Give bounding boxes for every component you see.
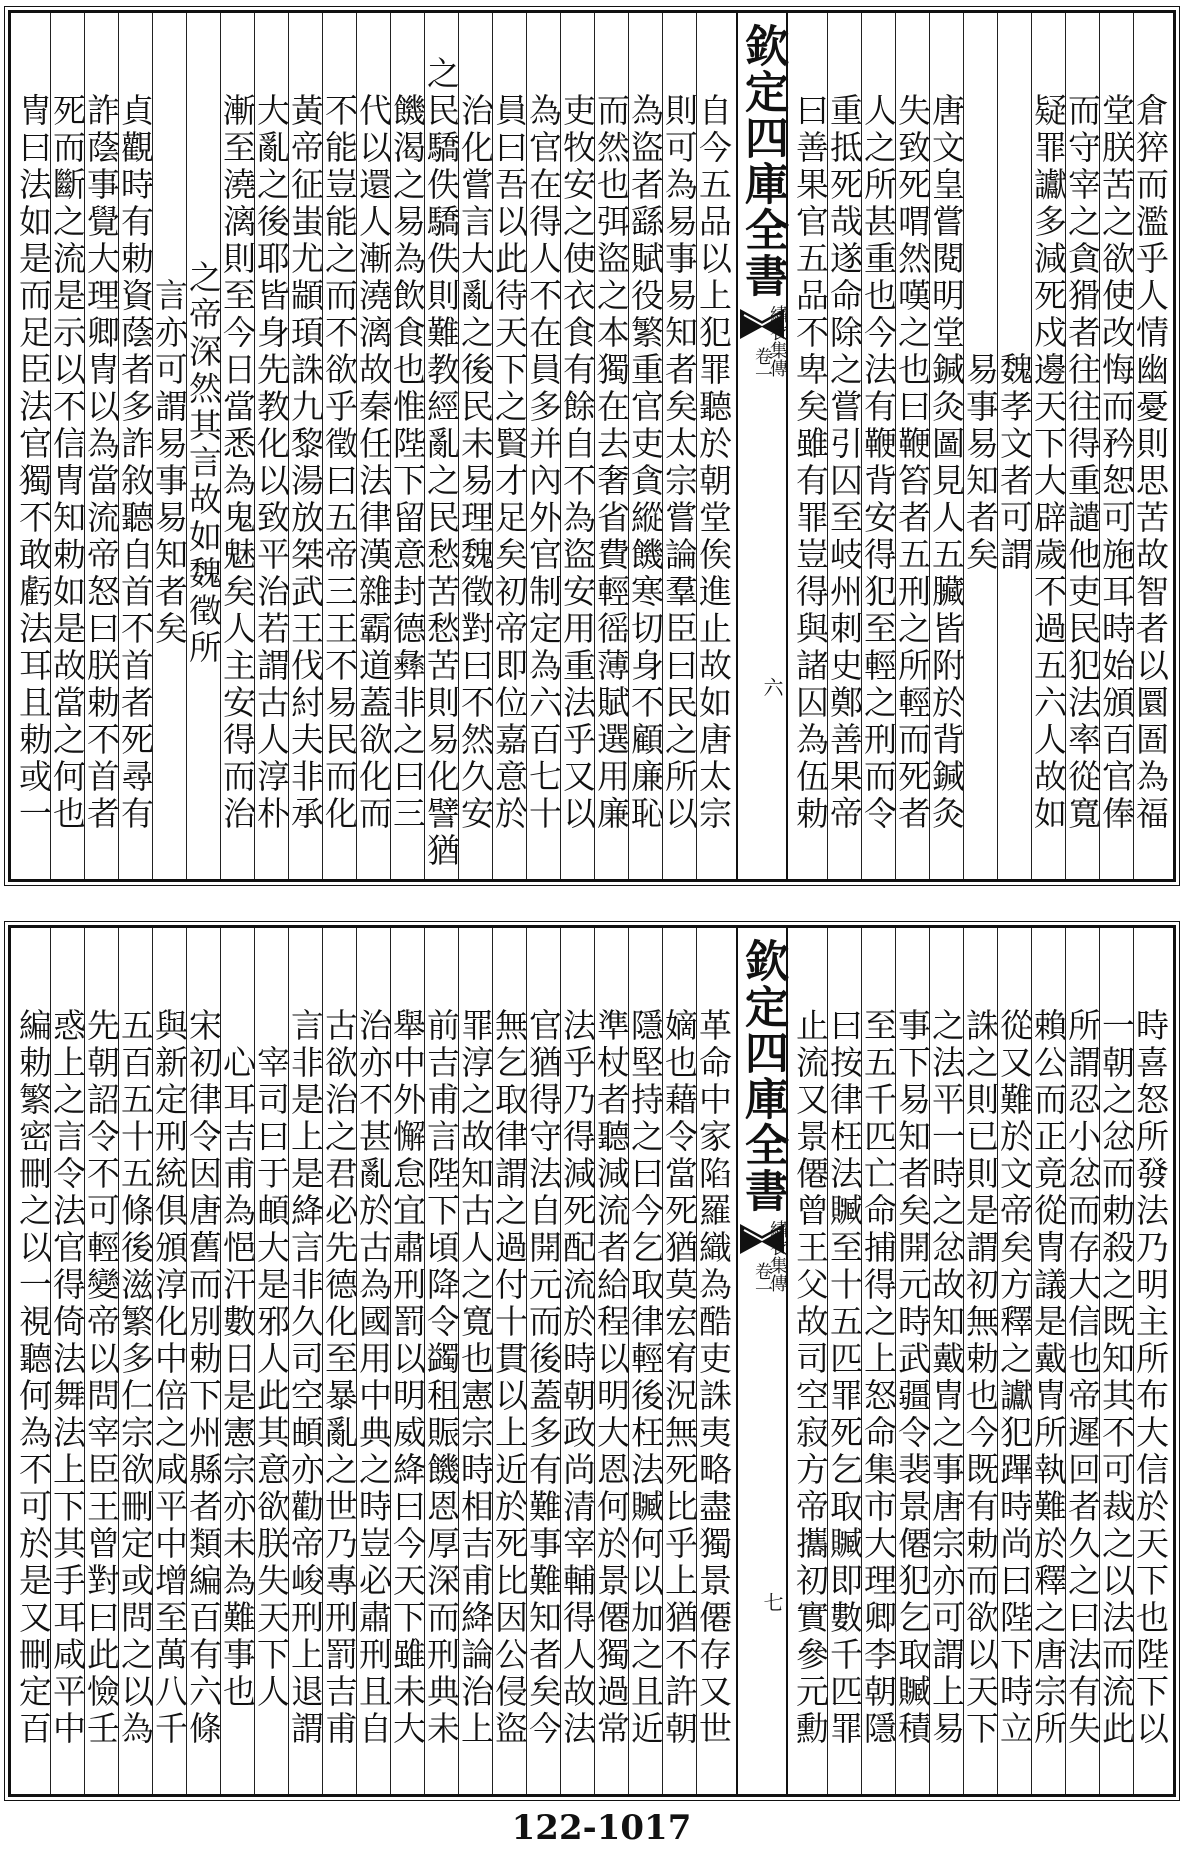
center-fold	[736, 928, 788, 1794]
text-column: 而守宰之貪猾者往往得重譴他吏民犯法率從寬	[1065, 13, 1099, 879]
left-half-page	[11, 928, 736, 1794]
text-column: 賴公而正竟從冑議是戴冑所執難於釋之唐宗所	[1031, 928, 1065, 1794]
text-column: 漸至澆漓則至今日當悉為鬼魅矣人主安得而治	[220, 13, 254, 879]
right-half-page	[788, 928, 1173, 1794]
text-column: 詐蔭事覺大理卿冑以為當流帝怒曰朕勅不首者	[84, 13, 118, 879]
text-column: 宰司曰于頔大是邪人此其意欲朕失天下人	[254, 928, 288, 1794]
text-column: 人之所甚重也今法有鞭背安得犯至輕之刑而令	[861, 13, 895, 879]
text-column: 重抵死哉遂命除之嘗引囚至岐州刺史鄭善果帝	[827, 13, 861, 879]
text-column: 自今五品以上犯罪聽於朝堂俟進止故如唐太宗	[696, 13, 730, 879]
text-column: 魏孝文者可謂	[997, 13, 1031, 879]
text-column: 為官在得人不在員多并內外官制定為六百七十	[526, 13, 560, 879]
text-column: 倉猝而濫乎人情幽憂則思苦故智者以圜圄為福	[1133, 13, 1167, 879]
text-column: 不能豈能之而不欲乎徵曰五帝三王不易民而化	[322, 13, 356, 879]
text-column: 代以還人漸澆漓故秦任法律漢雜霸道蓋欲化而	[356, 13, 390, 879]
book-title: 繡衣集傳	[767, 1220, 788, 1292]
text-column: 惑上之言令法官得倚法舞法上下其手耳咸平中	[50, 928, 84, 1794]
text-column: 革命中家陷羅織為酷吏誅夷略盡獨景僊存又世	[696, 928, 730, 1794]
text-column: 從又難於文帝矣方釋之讞犯蹕時尚曰陛下時立	[997, 928, 1031, 1794]
text-column: 法乎乃得減死配流於時朝政尚清宰輔得人故法	[560, 928, 594, 1794]
text-column: 治化嘗言大亂之後民未易理魏徵對曰不然久安	[458, 13, 492, 879]
text-column: 而然也弭盜之本獨在去奢省費輕徭薄賦選用廉	[594, 13, 628, 879]
right-half-page	[788, 13, 1173, 879]
text-column: 大亂之後耶皆身先教化以致平治若謂古人淳朴	[254, 13, 288, 879]
text-column: 為盜者繇賦役繁重官吏貪縱饑寒切身不顧廉恥	[628, 13, 662, 879]
folio-number: 六	[760, 677, 784, 697]
text-column: 易事易知者矣	[963, 13, 997, 879]
text-column: 無乞取律謂之過付十貫以上近於死比因公侵盜	[492, 928, 526, 1794]
text-column: 之帝深然其言故如魏徵所	[186, 13, 220, 879]
text-column: 治亦不甚亂於古為國用中典之時豈必肅刑且自	[356, 928, 390, 1794]
left-half-page	[11, 13, 736, 879]
center-title: 欽定四庫全書	[737, 23, 788, 299]
text-column: 曰善果官五品不卑矣雖有罪豈得與諸囚為伍勅	[791, 93, 830, 833]
text-column: 舉中外懈怠宜肅刑罰以明威絳曰今天下雖未大	[390, 928, 424, 1794]
center-fold	[736, 13, 788, 879]
text-column: 堂朕苦之欲使改悔而矜恕可施耳時始頒百官俸	[1099, 13, 1133, 879]
text-column: 則可為易事易知者矣太宗嘗論羣臣曰民之所以	[662, 13, 696, 879]
text-column: 冑曰法如是而足臣法官獨不敢虧法耳且勅或一	[14, 93, 53, 833]
text-column: 準杖者聽減流者給程以明大恩何於景僊獨過常	[594, 928, 628, 1794]
text-column: 之法平一時之忿故知戴冑之事唐宗亦可謂上易	[929, 928, 963, 1794]
text-column: 所謂忍小忿而存大信也帝遲回者久之曰法有失	[1065, 928, 1099, 1794]
center-title: 欽定四庫全書	[737, 938, 788, 1214]
text-column: 心耳吉甫為悒汗數日是憲宗亦未為難事也	[220, 928, 254, 1794]
text-column: 嫡也藉令當死猶莫宏宥況無死比乎上猶不許朝	[662, 928, 696, 1794]
volume-label: 卷一	[752, 1262, 773, 1298]
text-column: 與新定刑統俱頒淳化中倍之咸平中增至萬八千	[152, 928, 186, 1794]
text-column: 宋初律令因唐舊而別勅下州縣者類編百有六條	[186, 928, 220, 1794]
text-column: 止流又景僊曾王父故司空寂方帝攜初實參元勳	[791, 1008, 830, 1748]
text-column: 言亦可謂易事易知者矣	[152, 13, 186, 879]
text-column: 之民驕佚驕佚則難教經亂之民愁苦愁苦則易化譬猶	[424, 13, 458, 879]
text-column: 事下易知者矣開元時武疆令裴景僊犯乞取贓積	[895, 928, 929, 1794]
page-top	[8, 10, 1176, 882]
text-column: 隱堅持之曰今乞取律輕後枉法贓何以加之且近	[628, 928, 662, 1794]
text-column: 五百五十五條後滋繁多仁宗欲刪定或問之以為	[118, 928, 152, 1794]
text-column: 吏牧安之使衣食有餘自不為盜安用重法乎又以	[560, 13, 594, 879]
text-column: 一朝之忿而勅殺之既知其不可裁之以法而流此	[1099, 928, 1133, 1794]
text-column: 曰按律枉法贓至十五匹罪死乞取贓即數千匹罪	[827, 928, 861, 1794]
text-column: 饑渴之易為飲食也惟陛下留意封德彝非之曰三	[390, 13, 424, 879]
text-column: 言非是上是絳言非久司空頔亦勸帝峻刑上退謂	[288, 928, 322, 1794]
page-bottom	[8, 925, 1176, 1797]
text-column: 疑罪讞多減死戍邊天下大辟歲不過五六人故如	[1031, 13, 1065, 879]
text-column: 員曰吾以此待天下之賢才足矣初帝即位嘉意於	[492, 13, 526, 879]
book-title: 繡衣集傳	[767, 305, 788, 377]
text-column: 失致死喟然嘆之也曰鞭笞者五刑之所輕而死者	[895, 13, 929, 879]
text-column: 誅之則已則是謂初無勅也今既有勅而欲以天下	[963, 928, 997, 1794]
page-number: 122-1017	[511, 1808, 692, 1848]
folio-number: 七	[760, 1592, 784, 1612]
text-column: 至五千匹亡命捕得之上怒命集市大理卿李朝隱	[861, 928, 895, 1794]
text-column: 先朝詔令不可輕變帝以問宰臣王曾對曰此憸壬	[84, 928, 118, 1794]
text-column: 死而斷之流是示以不信冑知勅如是故當之何也	[50, 13, 84, 879]
text-column: 前吉甫言陛下頃降令蠲租賑饑恩厚深而刑典未	[424, 928, 458, 1794]
text-column: 貞觀時有勅資蔭者多詐敘聽自首不首者死尋有	[118, 13, 152, 879]
text-column: 官猶得守法自開元而後蓋多有難事難知者矣今	[526, 928, 560, 1794]
text-column: 時喜怒所發法乃明主所布大信於天下也陛下以	[1133, 928, 1167, 1794]
text-column: 黃帝征蚩尤顓頊誅九黎湯放桀武王伐紂夫非承	[288, 13, 322, 879]
text-column: 古欲治之君必先德化至暴亂之世乃專刑罰吉甫	[322, 928, 356, 1794]
text-column: 編勅繁密刪之以一視聽何為不可於是又刪定百	[14, 1008, 53, 1748]
text-column: 唐文皇嘗閱明堂鍼灸圖見人五臟皆附於背鍼灸	[929, 13, 963, 879]
volume-label: 卷一	[752, 347, 773, 383]
text-column: 罪淳之故知古人之寬也憲宗時相吉甫絳論治上	[458, 928, 492, 1794]
